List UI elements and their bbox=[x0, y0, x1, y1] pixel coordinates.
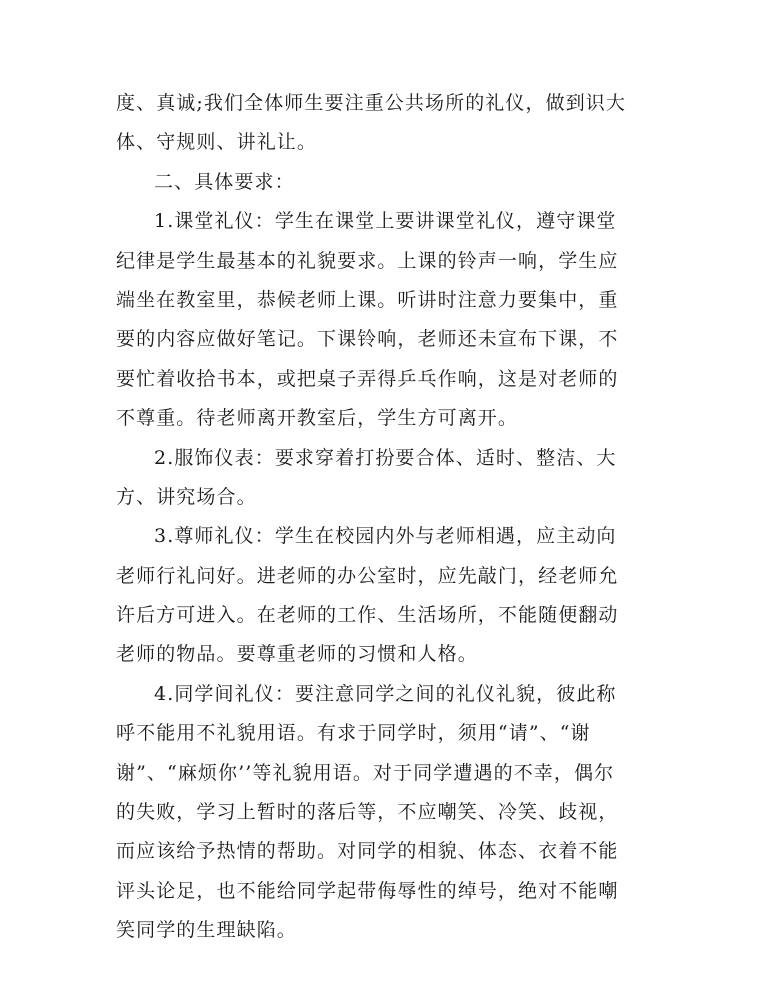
text-line: 1.课堂礼仪：学生在课堂上要讲课堂礼仪，遵守课堂 bbox=[154, 210, 617, 233]
section-heading: 二、具体要求： bbox=[154, 170, 295, 193]
text-line: 3.尊师礼仪：学生在校园内外与老师相遇，应主动向 bbox=[154, 525, 617, 548]
text-line: 笑同学的生理缺陷。 bbox=[116, 919, 297, 942]
text-line: 4.同学间礼仪：要注意同学之间的礼仪礼貌，彼此称 bbox=[154, 682, 617, 705]
text-line: 评头论足，也不能给同学起带侮辱性的绰号，绝对不能嘲 bbox=[116, 879, 619, 902]
text-line: 不尊重。待老师离开教室后，学生方可离开。 bbox=[116, 407, 519, 430]
text-line: 老师行礼问好。进老师的办公室时，应先敲门，经老师允 bbox=[116, 564, 619, 587]
text-line: 而应该给予热情的帮助。对同学的相貌、体态、衣着不能 bbox=[116, 840, 619, 863]
text-line: 体、守规则、讲礼让。 bbox=[116, 131, 318, 154]
text-line: 的失败，学习上暂时的落后等，不应嘲笑、冷笑、歧视， bbox=[116, 801, 619, 824]
text-line: 老师的物品。要尊重老师的习惯和人格。 bbox=[116, 643, 478, 666]
text-line: 方、讲究场合。 bbox=[116, 485, 257, 508]
text-line: 度、真诚;我们全体师生要注重公共场所的礼仪，做到识大 bbox=[116, 92, 627, 114]
text-line: 许后方可进入。在老师的工作、生活场所，不能随便翻动 bbox=[116, 604, 619, 627]
text-line: 端坐在教室里，恭候老师上课。听讲时注意力要集中，重 bbox=[116, 288, 619, 311]
document-body bbox=[116, 84, 656, 951]
text-line: 2.服饰仪表：要求穿着打扮要合体、适时、整洁、大 bbox=[154, 446, 617, 469]
text-line: 要忙着收拾书本，或把桌子弄得乒乓作响，这是对老师的 bbox=[116, 367, 619, 390]
text-line: 纪律是学生最基本的礼貌要求。上课的铃声一响，学生应 bbox=[116, 249, 619, 272]
text-line: 呼不能用不礼貌用语。有求于同学时，须用“请”、“谢 bbox=[116, 722, 591, 745]
text-line: 要的内容应做好笔记。下课铃响，老师还未宣布下课，不 bbox=[116, 328, 619, 351]
text-line: 谢”、“麻烦你’’等礼貌用语。对于同学遭遇的不幸，偶尔 bbox=[116, 761, 615, 784]
